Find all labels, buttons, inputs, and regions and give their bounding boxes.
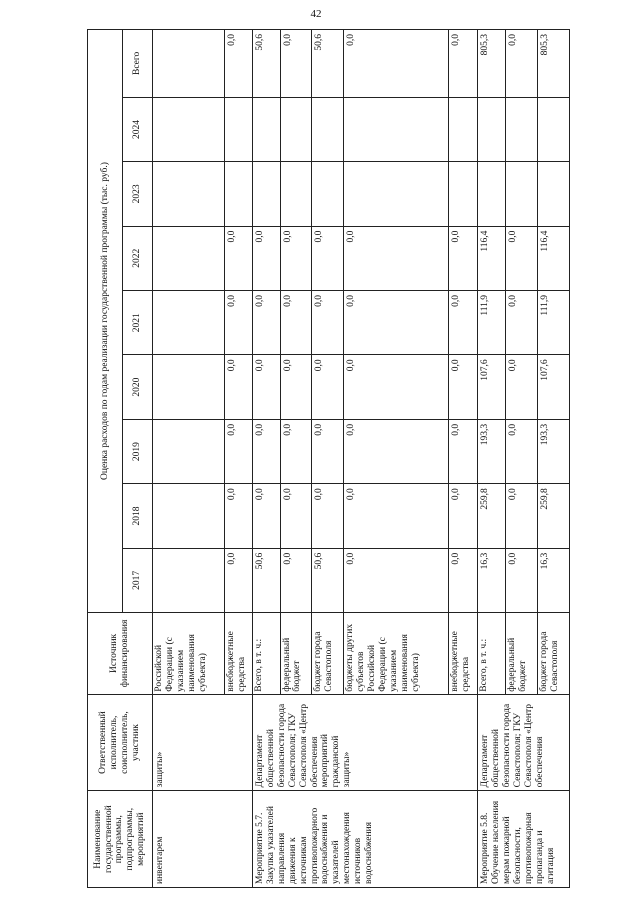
cell-value <box>152 484 224 548</box>
cell-value: 0,0 <box>225 30 253 98</box>
cell-value: 116,4 <box>537 226 569 290</box>
table-row <box>478 30 506 888</box>
cell-value: 0,0 <box>280 226 312 290</box>
cell-value: 0,0 <box>448 484 478 548</box>
cell-value: 0,0 <box>344 419 448 483</box>
header-year: 2019 <box>123 419 153 483</box>
cell-value <box>280 162 312 226</box>
cell-value <box>506 162 538 226</box>
cell-value: 111,9 <box>537 291 569 355</box>
cell-value <box>152 548 224 612</box>
cell-value: 0,0 <box>252 484 280 548</box>
cell-value <box>312 97 344 161</box>
cell-source: внебюджетные средства <box>448 613 478 695</box>
cell-value: 107,6 <box>537 355 569 419</box>
cell-value <box>448 97 478 161</box>
header-responsible: Ответственный исполнитель, соисполнитель, участник <box>88 694 153 791</box>
cell-value: 50,6 <box>312 30 344 98</box>
cell-value <box>280 97 312 161</box>
cell-value: 0,0 <box>280 548 312 612</box>
cell-source: бюджет города Севастополя <box>312 613 344 695</box>
cell-value: 50,6 <box>252 548 280 612</box>
cell-value: 0,0 <box>506 30 538 98</box>
cell-value <box>152 30 224 98</box>
cell-value: 0,0 <box>280 30 312 98</box>
cell-value <box>152 355 224 419</box>
cell-value: 0,0 <box>448 226 478 290</box>
cell-value: 0,0 <box>312 226 344 290</box>
cell-source: бюджет города Севастополя <box>537 613 569 695</box>
cell-name: Мероприятие 5.8. Обучение населения мерам пожарной безопасности, противопожарная пропаганда и агитация <box>478 791 570 888</box>
cell-responsible: Департамент общественной безопасности города Севастополя; ГКУ Севастополя «Центр обеспечения мероприятий гражданской защиты» <box>252 694 478 791</box>
header-year: 2022 <box>123 226 153 290</box>
header-year: 2020 <box>123 355 153 419</box>
header-year: 2018 <box>123 484 153 548</box>
cell-value: 805,3 <box>537 30 569 98</box>
rotated-table <box>87 29 570 888</box>
cell-value <box>537 162 569 226</box>
cell-value <box>152 291 224 355</box>
cell-value: 50,6 <box>252 30 280 98</box>
cell-value: 0,0 <box>225 548 253 612</box>
cell-value <box>152 97 224 161</box>
cell-value <box>478 97 506 161</box>
cell-source: бюджеты других субъектов Российской Федерации (с указанием наименования субъекта) <box>344 613 448 695</box>
cell-value: 193,3 <box>478 419 506 483</box>
cell-value: 193,3 <box>537 419 569 483</box>
cell-value: 0,0 <box>280 291 312 355</box>
cell-value <box>152 162 224 226</box>
cell-value: 0,0 <box>506 355 538 419</box>
cell-source: федеральный бюджет <box>506 613 538 695</box>
cell-value: 0,0 <box>225 291 253 355</box>
page-number: 42 <box>310 8 322 20</box>
cell-value: 0,0 <box>448 548 478 612</box>
cell-value: 0,0 <box>252 419 280 483</box>
cell-source: Всего, в т. ч.: <box>252 613 280 695</box>
cell-value: 0,0 <box>448 30 478 98</box>
header-estimate: Оценка расходов по годам реализации государственной программы (тыс. руб.) <box>88 30 123 613</box>
cell-value: 0,0 <box>448 419 478 483</box>
cell-value: 0,0 <box>252 291 280 355</box>
cell-value: 0,0 <box>344 355 448 419</box>
cell-responsible: Департамент общественной безопасности города Севастополя; ГКУ Севастополя «Центр обеспечения <box>478 694 570 791</box>
cell-value: 0,0 <box>344 484 448 548</box>
cell-name: инвентарем <box>152 791 252 888</box>
cell-value: 805,3 <box>478 30 506 98</box>
cell-value: 259,8 <box>478 484 506 548</box>
cell-value: 0,0 <box>280 355 312 419</box>
header-year: 2021 <box>123 291 153 355</box>
cell-value: 0,0 <box>344 291 448 355</box>
cell-value <box>448 162 478 226</box>
cell-value: 0,0 <box>225 484 253 548</box>
header-source: Источник финансирования <box>88 613 153 695</box>
budget-table-frame <box>87 29 570 888</box>
header-year: 2023 <box>123 162 153 226</box>
cell-value <box>252 97 280 161</box>
cell-value: 0,0 <box>506 291 538 355</box>
header-year: 2024 <box>123 97 153 161</box>
cell-value: 0,0 <box>506 419 538 483</box>
cell-source: Российской Федерации (с указанием наименования субъекта) <box>152 613 224 695</box>
header-name: Наименование государственной программы, подпрограммы, мероприятий <box>88 791 153 888</box>
cell-value: 50,6 <box>312 548 344 612</box>
header-row-1 <box>88 30 123 888</box>
cell-value: 0,0 <box>448 291 478 355</box>
cell-value <box>537 97 569 161</box>
cell-value <box>506 97 538 161</box>
cell-value <box>225 97 253 161</box>
cell-value: 0,0 <box>448 355 478 419</box>
cell-value: 0,0 <box>252 355 280 419</box>
cell-value <box>312 162 344 226</box>
cell-value: 0,0 <box>344 548 448 612</box>
cell-responsible: защиты» <box>152 694 252 791</box>
cell-name: Мероприятие 5.7. Закупка указателей направления движения к источникам противопожарного водоснабжения и указателей местонахождения источников водоснабжения <box>252 791 478 888</box>
cell-value: 0,0 <box>252 226 280 290</box>
cell-value: 0,0 <box>344 226 448 290</box>
cell-value: 107,6 <box>478 355 506 419</box>
cell-value: 0,0 <box>312 291 344 355</box>
cell-value <box>152 226 224 290</box>
cell-value: 0,0 <box>225 355 253 419</box>
cell-value: 16,3 <box>537 548 569 612</box>
cell-value: 0,0 <box>280 484 312 548</box>
header-total: Всего <box>123 30 153 98</box>
cell-value: 0,0 <box>225 419 253 483</box>
header-year: 2017 <box>123 548 153 612</box>
cell-value <box>344 162 448 226</box>
cell-value: 16,3 <box>478 548 506 612</box>
cell-value: 111,9 <box>478 291 506 355</box>
cell-value <box>344 97 448 161</box>
table-row <box>252 30 280 888</box>
table-row <box>152 30 224 888</box>
cell-value: 0,0 <box>506 226 538 290</box>
cell-value: 0,0 <box>506 484 538 548</box>
cell-source: федеральный бюджет <box>280 613 312 695</box>
cell-value: 0,0 <box>312 484 344 548</box>
cell-value: 0,0 <box>225 226 253 290</box>
cell-value: 116,4 <box>478 226 506 290</box>
cell-value: 0,0 <box>312 355 344 419</box>
cell-value <box>152 419 224 483</box>
cell-value: 0,0 <box>506 548 538 612</box>
cell-value: 0,0 <box>280 419 312 483</box>
budget-table <box>87 29 570 888</box>
cell-value: 0,0 <box>344 30 448 98</box>
cell-value: 259,8 <box>537 484 569 548</box>
cell-source: Всего, в т. ч.: <box>478 613 506 695</box>
cell-source: внебюджетные средства <box>225 613 253 695</box>
cell-value <box>252 162 280 226</box>
cell-value <box>478 162 506 226</box>
cell-value: 0,0 <box>312 419 344 483</box>
cell-value <box>225 162 253 226</box>
